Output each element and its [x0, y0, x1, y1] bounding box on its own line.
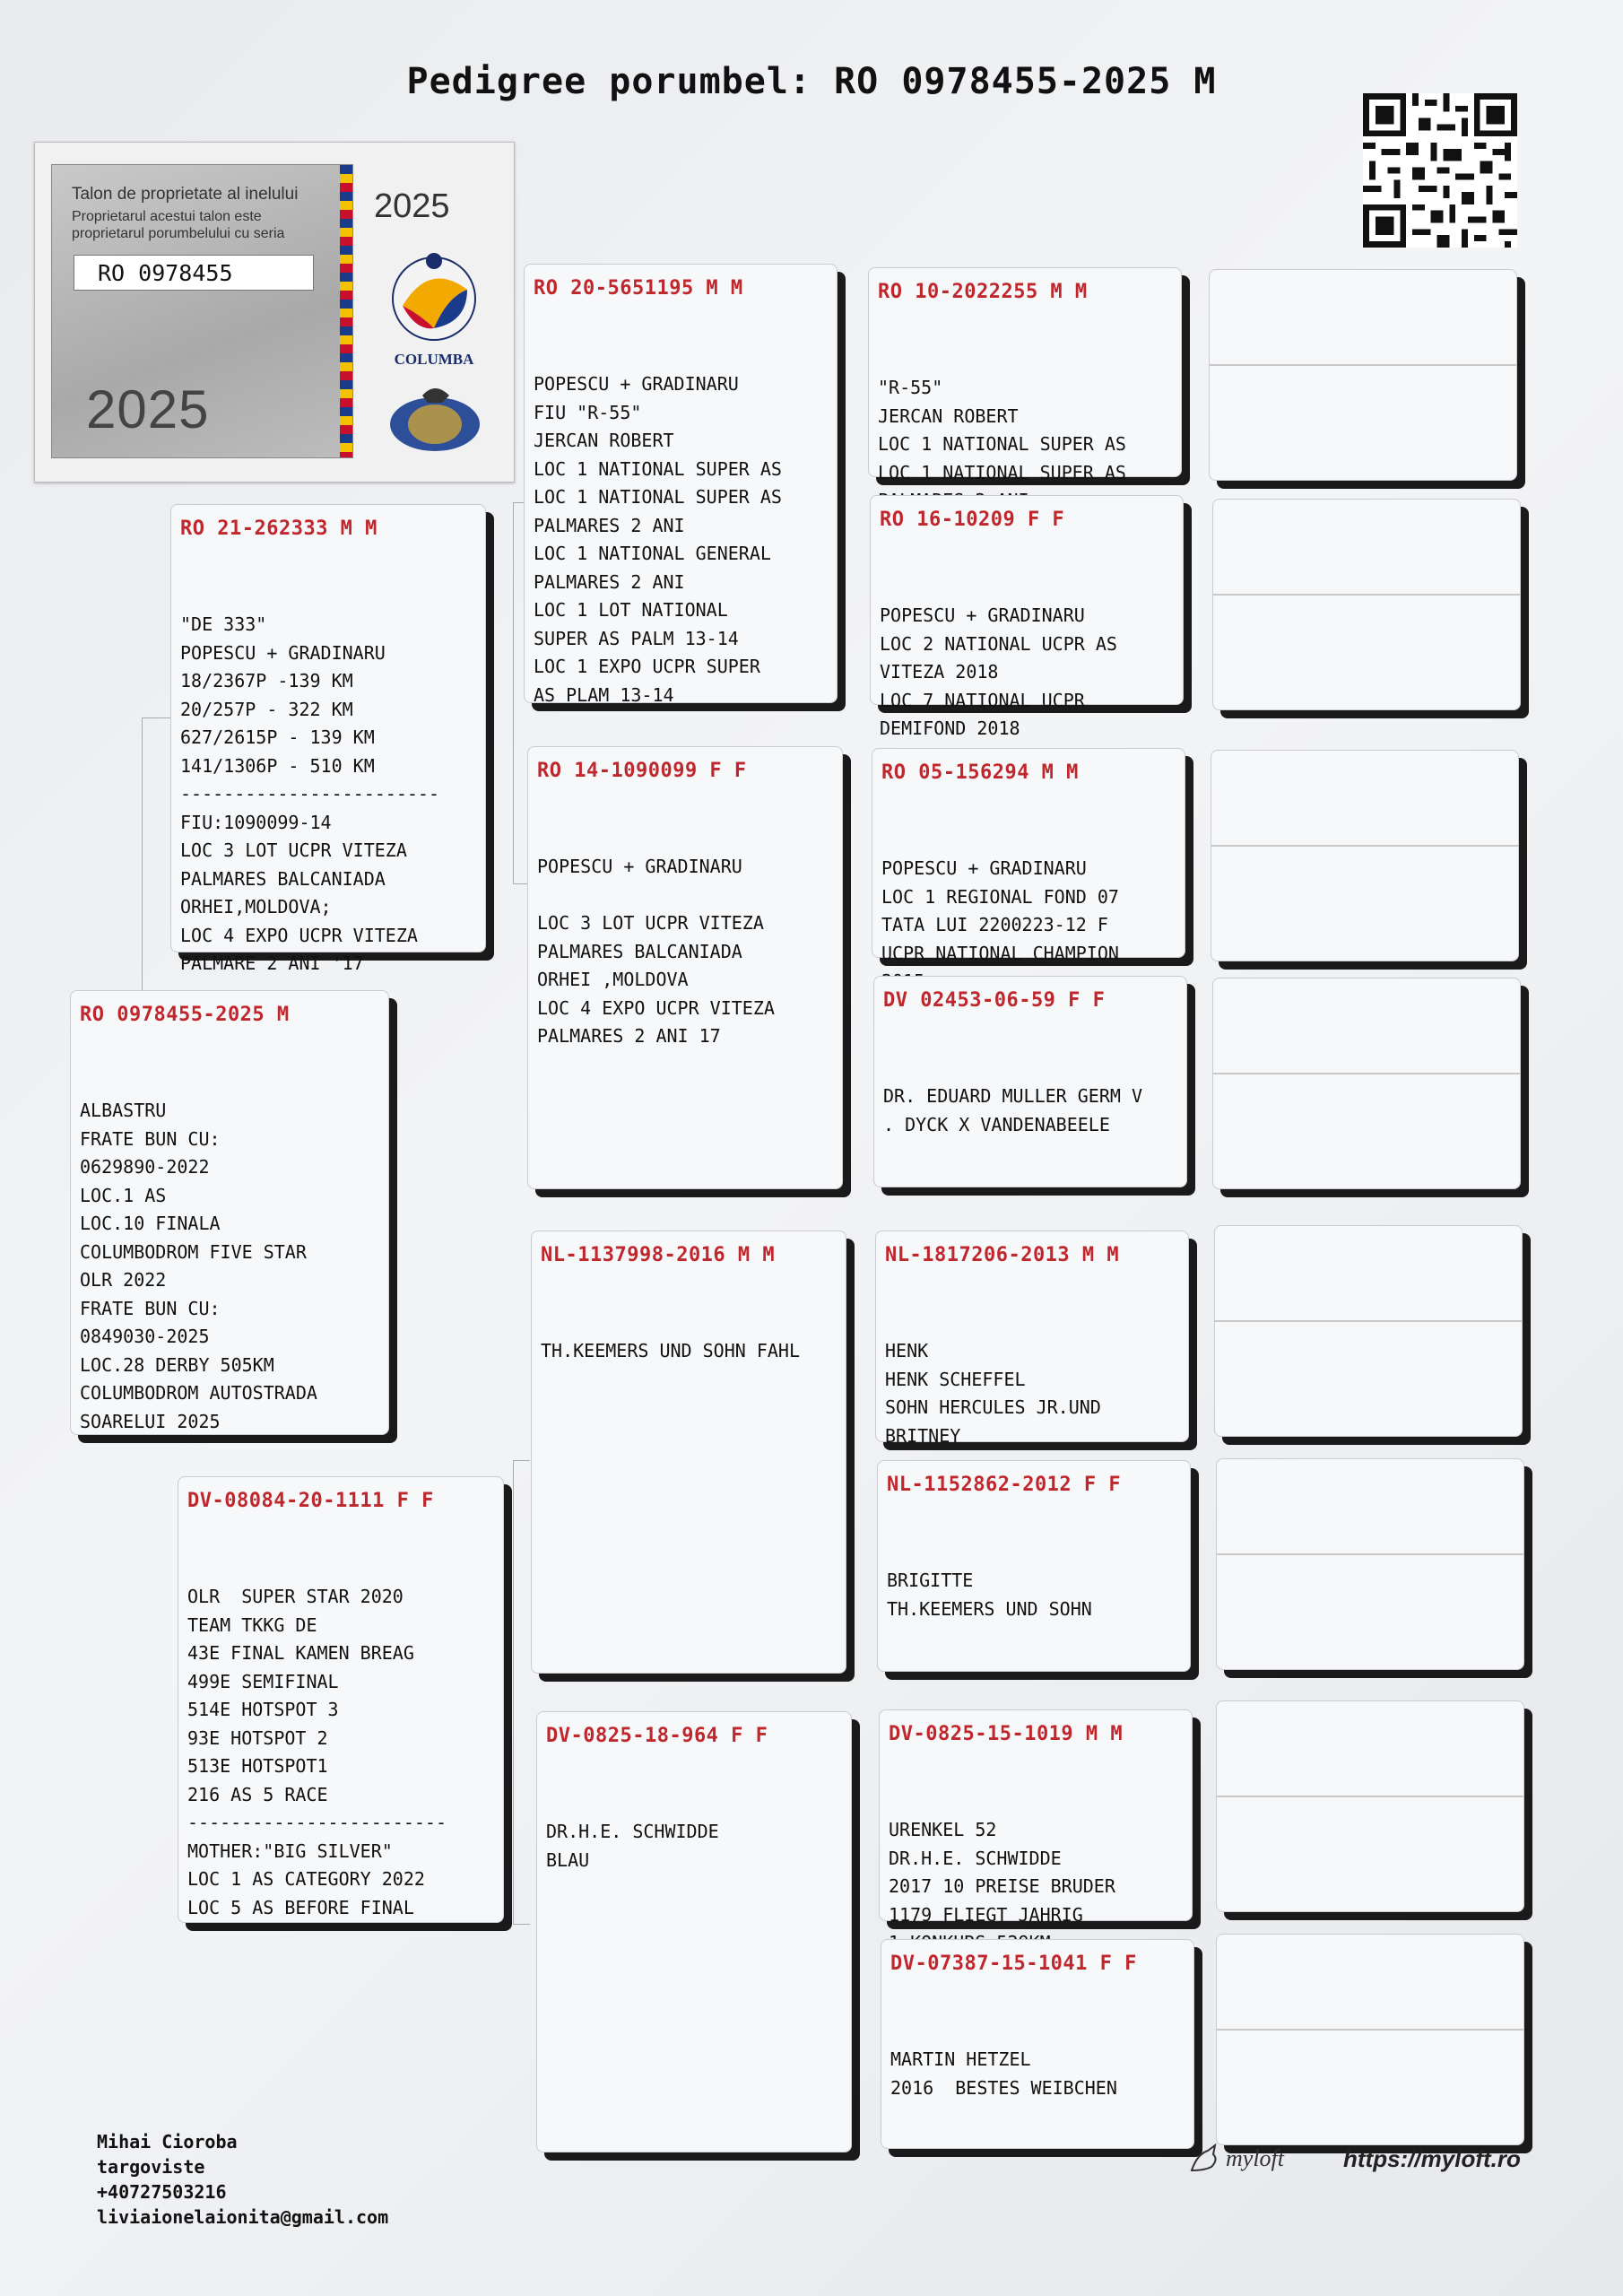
pigeon-icon: [1188, 2144, 1220, 2174]
dam-sire-card[interactable]: [531, 1231, 846, 1674]
sire-card[interactable]: [170, 504, 486, 974]
card-details: BRIGITTE TH.KEEMERS UND SOHN: [887, 1570, 1092, 1620]
myloft-label: myloft: [1226, 2145, 1284, 2171]
ring-number: DV-0825-15-1019 M M: [889, 1723, 1124, 1745]
page-title: Pedigree porumbel: RO 0978455-2025 M: [406, 61, 1217, 102]
card-details: ALBASTRU FRATE BUN CU: 0629890-2022 LOC.1 AS LOC.10 FINALA COLUMBODROM FIVE STAR OLR 2022 FRATE BUN CU: 0849030-2025 LOC.28 DERBY 505KM COLUMBODROM AUTOSTRADA SOARELUI 2025: [80, 1100, 317, 1432]
ring-number: RO 0978455-2025 M: [80, 1004, 290, 1026]
ring-number: DV-0825-18-964 F F: [546, 1725, 768, 1747]
ring-number: DV 02453-06-59 F F: [883, 989, 1106, 1012]
card-details: DR.H.E. SCHWIDDE BLAU: [546, 1821, 719, 1871]
card-details: TH.KEEMERS UND SOHN FAHL: [541, 1340, 800, 1361]
empty-card[interactable]: [1214, 1225, 1523, 1437]
qr-code-icon[interactable]: [1363, 93, 1517, 248]
dds-card[interactable]: [879, 1709, 1193, 1926]
owner-city: targoviste: [97, 2156, 205, 2178]
owner-phone[interactable]: +40727503216: [97, 2181, 227, 2203]
empty-card[interactable]: [1212, 499, 1521, 710]
talon-heading: Talon de proprietate al inelului: [72, 185, 299, 204]
card-details: MARTIN HETZEL 2016 BESTES WEIBCHEN: [890, 2048, 1117, 2099]
tricolor-strip: [340, 165, 352, 457]
dam-card[interactable]: [178, 1476, 504, 1923]
ring-number: RO 10-2022255 M M: [878, 281, 1088, 303]
card-details: POPESCU + GRADINARU LOC 2 NATIONAL UCPR AS VITEZA 2018 LOC 7 NATIONAL UCPR DEMIFOND 2018: [880, 604, 1117, 739]
sds-card[interactable]: [872, 748, 1185, 964]
card-details: OLR SUPER STAR 2020 TEAM TKKG DE 43E FINAL KAMEN BREAG 499E SEMIFINAL 514E HOTSPOT 3 93E HOTSPOT 2 513E HOTSPOT1 216 AS 5 RACE ------------------------ MOTHER:"BIG SILVER" LOC 1 AS CATEGORY 2022 LOC 5 AS BEFORE FINAL: [187, 1586, 447, 1918]
ring-number: NL-1137998-2016 M M: [541, 1244, 776, 1266]
empty-card[interactable]: [1212, 978, 1521, 1189]
empty-card[interactable]: [1216, 1458, 1524, 1670]
sire-sire-card[interactable]: [524, 264, 838, 706]
dam-dam-card[interactable]: [536, 1711, 852, 2152]
empty-card[interactable]: [1216, 1700, 1524, 1912]
empty-card[interactable]: [1216, 1934, 1524, 2145]
columba-logo-icon: [367, 243, 501, 351]
federation-logo-icon: [386, 378, 483, 455]
subject-card[interactable]: [70, 990, 389, 1435]
empty-card[interactable]: [1209, 269, 1517, 481]
talon-year-large: 2025: [86, 379, 210, 439]
owner-email[interactable]: liviaionelaionita@gmail.com: [97, 2206, 389, 2228]
ring-number: RO 14-1090099 F F: [537, 760, 747, 782]
sdd-card[interactable]: [873, 976, 1187, 1187]
card-details: POPESCU + GRADINARU LOC 1 REGIONAL FOND 07 TATA LUI 2200223-12 F UCPR NATIONAL CHAMPION: [881, 857, 1119, 964]
dss-card[interactable]: [875, 1231, 1189, 1447]
ring-number: RO 16-10209 F F: [880, 509, 1065, 531]
connector-dam-parents: [513, 1460, 530, 1925]
ring-number: RO 21-262333 M M: [180, 517, 378, 540]
talon-card: [51, 164, 353, 458]
ddd-card[interactable]: [881, 1939, 1194, 2149]
ring-number: RO 20-5651195 M M: [534, 277, 743, 300]
card-details: URENKEL 52 DR.H.E. SCHWIDDE 2017 10 PREISE BRUDER 1179 FLIEGT JAHRIG: [889, 1819, 1115, 1926]
ssd-card[interactable]: [870, 495, 1184, 739]
card-details: POPESCU + GRADINARU LOC 3 LOT UCPR VITEZA PALMARES BALCANIADA ORHEI ,MOLDOVA LOC 4 EXPO UCPR VITEZA PALMARES 2 ANI 17: [537, 856, 775, 1047]
card-details: "DE 333" POPESCU + GRADINARU 18/2367P -139 KM 20/257P - 322 KM 627/2615P - 139 KM 141/1306P - 510 KM ------------------------ FIU:1090099-14 LOC 3 LOT UCPR VITEZA PALMARES BALCANIADA ORHEI,MOLDOVA; LOC 4 EXPO UCPR VITEZA PALMARE 2 ANI '17: [180, 613, 439, 974]
empty-card[interactable]: [1211, 750, 1519, 961]
ownership-talon: [34, 142, 515, 483]
myloft-brand: [1188, 2144, 1284, 2174]
columba-label: COLUMBA: [394, 351, 474, 368]
ring-number: RO 05-156294 M M: [881, 761, 1079, 784]
card-details: "R-55" JERCAN ROBERT LOC 1 NATIONAL SUPER AS LOC 1 NATIONAL SUPER AS: [878, 377, 1126, 483]
ring-number: DV-07387-15-1041 F F: [890, 1952, 1137, 1975]
dsd-card[interactable]: [877, 1460, 1191, 1672]
sss-card[interactable]: [868, 267, 1182, 483]
talon-year: 2025: [374, 187, 450, 225]
ring-number: NL-1152862-2012 F F: [887, 1474, 1122, 1496]
card-details: DR. EDUARD MULLER GERM V . DYCK X VANDENABEELE: [883, 1085, 1142, 1135]
ring-number: DV-08084-20-1111 F F: [187, 1490, 434, 1512]
talon-ring-number: RO 0978455: [74, 255, 314, 291]
card-details: HENK HENK SCHEFFEL SOHN HERCULES JR.UND BRITNEY: [885, 1340, 1101, 1447]
card-details: POPESCU + GRADINARU FIU "R-55" JERCAN ROBERT LOC 1 NATIONAL SUPER AS LOC 1 NATIONAL SUPER AS PALMARES 2 ANI LOC 1 NATIONAL GENERAL PALMARES 2 ANI LOC 1 LOT NATIONAL SUPER AS PALM 13-14 LOC 1 EXPO UCPR SUPER AS PLAM 13-14: [534, 373, 782, 706]
owner-name: Mihai Cioroba: [97, 2131, 238, 2152]
ring-number: NL-1817206-2013 M M: [885, 1244, 1120, 1266]
sire-dam-card[interactable]: [527, 746, 843, 1189]
talon-subtext: Proprietarul acestui talon este proprietarul porumbelului cu seria: [72, 209, 285, 241]
owner-contact: [97, 2129, 388, 2230]
myloft-url-link[interactable]: https://myloft.ro: [1343, 2145, 1521, 2172]
